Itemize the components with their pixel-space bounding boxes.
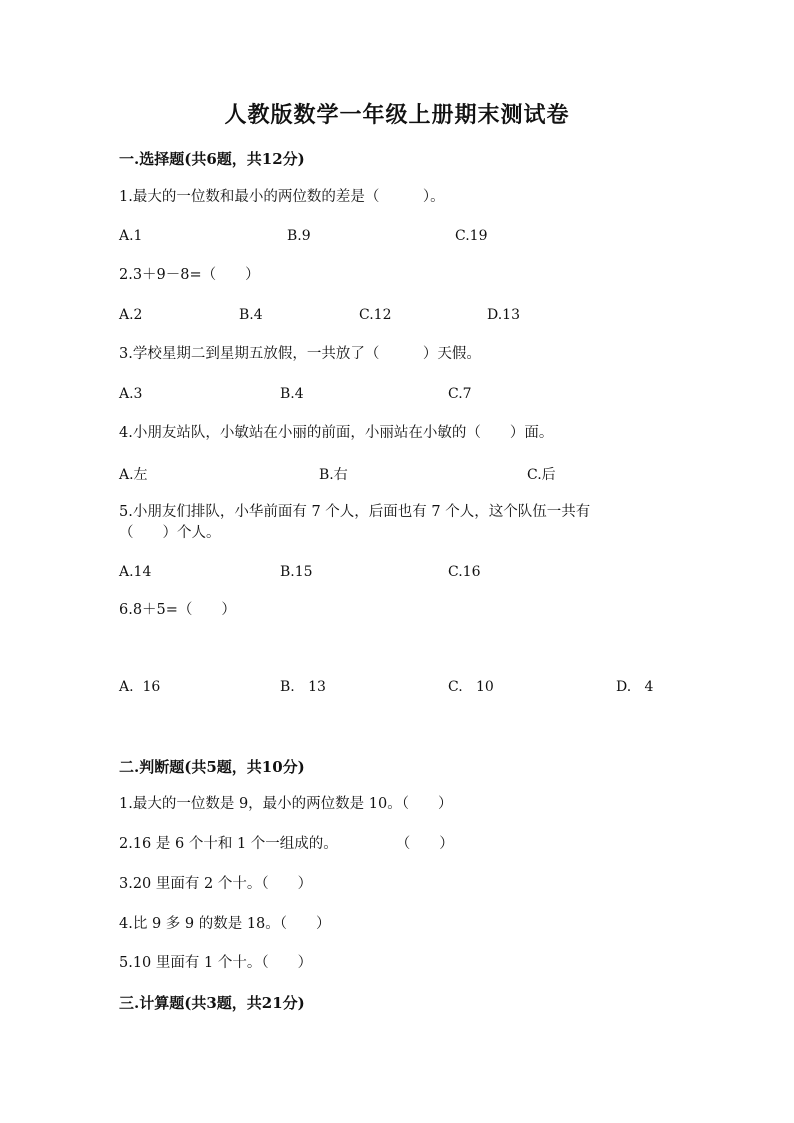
option-3-c: C.7 <box>448 386 472 402</box>
option-4-c: C.后 <box>527 467 556 483</box>
option-3-a: A.3 <box>119 386 143 402</box>
question-4: 4.小朋友站队，小敏站在小丽的前面，小丽站在小敏的（ ）面。 <box>119 425 554 441</box>
option-6-a: A. 16 <box>119 679 161 695</box>
question-5-line-1: 5.小朋友们排队，小华前面有 7 个人，后面也有 7 个人，这个队伍一共有 <box>119 504 591 520</box>
option-3-b: B.4 <box>280 386 304 402</box>
option-1-b: B.9 <box>287 228 311 244</box>
option-4-a: A.左 <box>119 467 148 483</box>
option-2-a: A.2 <box>119 307 143 323</box>
section-heading-choice: 一.选择题(共6题，共12分) <box>119 150 305 168</box>
option-5-b: B.15 <box>280 564 313 580</box>
section-heading-calc: 三.计算题(共3题，共21分) <box>119 994 305 1012</box>
option-1-a: A.1 <box>119 228 143 244</box>
option-2-b: B.4 <box>239 307 263 323</box>
question-5-line-2: （ ）个人。 <box>119 525 221 541</box>
judge-question-4: 4.比 9 多 9 的数是 18。（ ） <box>119 916 331 932</box>
option-6-d: D. 4 <box>616 679 654 695</box>
question-2: 2.3＋9－8=（ ） <box>119 267 260 283</box>
judge-question-5: 5.10 里面有 1 个十。（ ） <box>119 955 313 971</box>
option-2-c: C.12 <box>359 307 392 323</box>
page-title: 人教版数学一年级上册期末测试卷 <box>224 102 570 128</box>
question-3: 3.学校星期二到星期五放假，一共放了（ ）天假。 <box>119 346 481 362</box>
judge-question-2: 2.16 是 6 个十和 1 个一组成的。 （ ） <box>119 836 454 852</box>
option-5-a: A.14 <box>119 564 152 580</box>
judge-question-1: 1.最大的一位数是 9，最小的两位数是 10。（ ） <box>119 796 453 812</box>
section-heading-judge: 二.判断题(共5题，共10分) <box>119 758 305 776</box>
option-6-c: C. 10 <box>448 679 494 695</box>
option-6-b: B. 13 <box>280 679 326 695</box>
question-1: 1.最大的一位数和最小的两位数的差是（ ）。 <box>119 189 445 205</box>
option-1-c: C.19 <box>455 228 488 244</box>
option-2-d: D.13 <box>487 307 520 323</box>
judge-question-3: 3.20 里面有 2 个十。（ ） <box>119 876 313 892</box>
option-5-c: C.16 <box>448 564 481 580</box>
option-4-b: B.右 <box>319 467 348 483</box>
question-6: 6.8＋5=（ ） <box>119 602 236 618</box>
